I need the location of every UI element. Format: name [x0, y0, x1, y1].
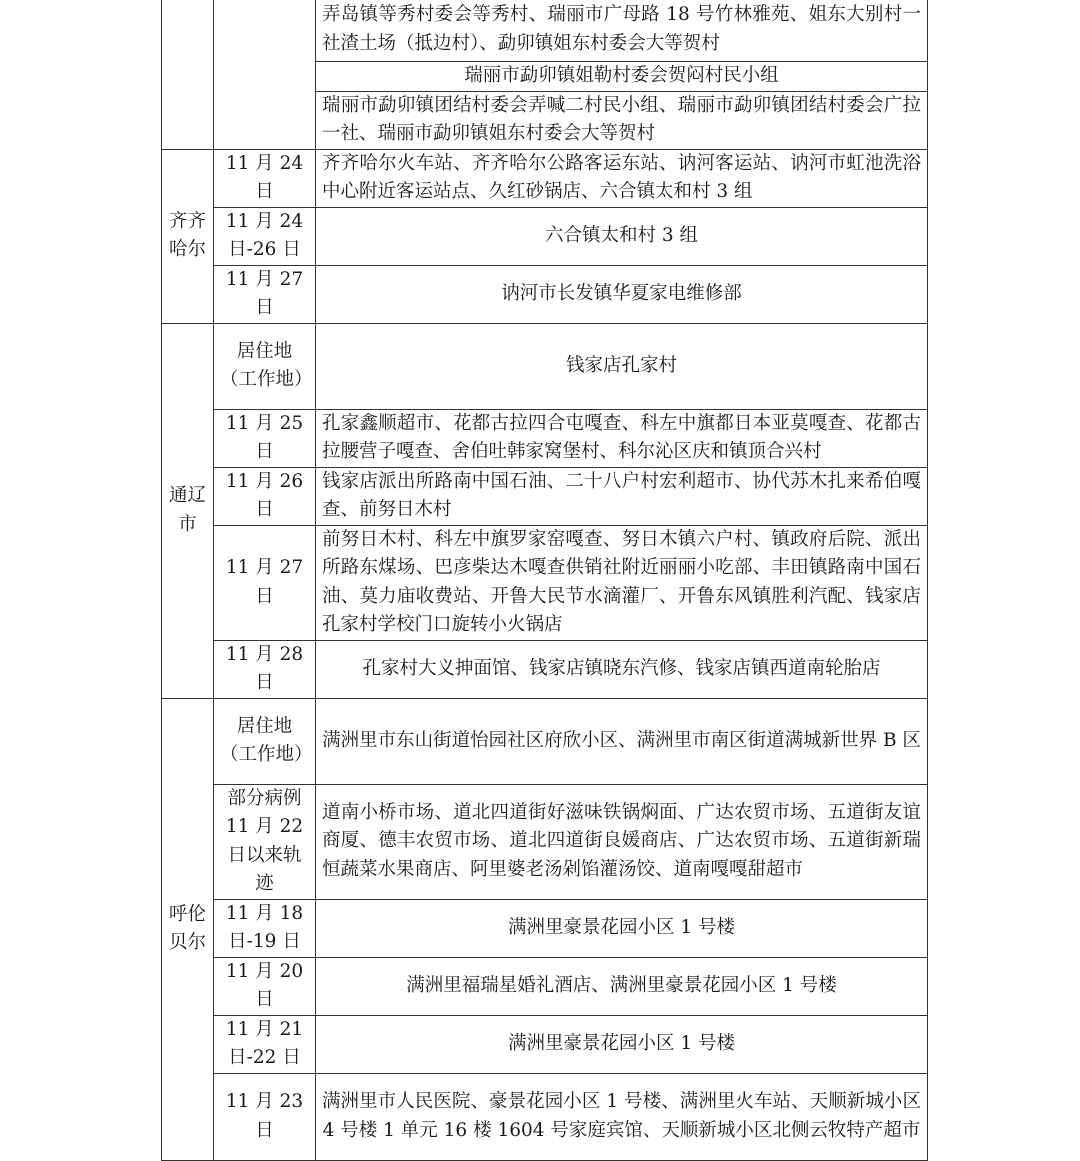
table-row	[162, 784, 928, 899]
table-row	[162, 149, 928, 207]
table-row	[162, 1073, 928, 1160]
date-cell: 11 月 20 日	[214, 957, 316, 1015]
date-cell	[214, 0, 316, 149]
place-cell: 齐齐哈尔火车站、齐齐哈尔公路客运东站、讷河客运站、讷河市虹池洗浴中心附近客运站点、久红砂锅店、六合镇太和村 3 组	[316, 149, 928, 207]
place-cell: 满洲里福瑞星婚礼酒店、满洲里豪景花园小区 1 号楼	[316, 957, 928, 1015]
date-cell: 11 月 21 日-22 日	[214, 1015, 316, 1073]
place-cell: 孔家鑫顺超市、花都古拉四合屯嘎查、科左中旗都日本亚莫嘎查、花都古拉腰营子嘎查、舍伯吐韩家窝堡村、科尔沁区庆和镇顶合兴村	[316, 409, 928, 467]
place-cell: 瑞丽市勐卯镇团结村委会弄喊二村民小组、瑞丽市勐卯镇团结村委会广拉一社、瑞丽市勐卯镇姐东村委会大等贺村	[316, 91, 928, 149]
date-cell: 居住地（工作地）	[214, 323, 316, 409]
place-cell: 满洲里市东山街道怡园社区府欣小区、满洲里市南区街道满城新世界 B 区	[316, 698, 928, 784]
table-row	[162, 899, 928, 957]
table-row	[162, 265, 928, 323]
table-row	[162, 207, 928, 265]
place-cell: 讷河市长发镇华夏家电维修部	[316, 265, 928, 323]
place-cell: 道南小桥市场、道北四道街好滋味铁锅焖面、广达农贸市场、五道街友谊商厦、德丰农贸市场、道北四道街良媛商店、广达农贸市场、五道街新瑞恒蔬菜水果商店、阿里婆老汤剁馅灌汤饺、道南嘎嘎甜超市	[316, 784, 928, 899]
place-cell: 满洲里豪景花园小区 1 号楼	[316, 1015, 928, 1073]
region-cell: 通辽市	[162, 323, 214, 698]
region-cell: 齐齐哈尔	[162, 149, 214, 323]
date-cell: 11 月 27 日	[214, 265, 316, 323]
table-row	[162, 467, 928, 525]
date-cell: 11 月 25 日	[214, 409, 316, 467]
date-cell: 11 月 24 日	[214, 149, 316, 207]
date-cell: 11 月 18 日-19 日	[214, 899, 316, 957]
date-cell: 部分病例 11 月 22 日以来轨迹	[214, 784, 316, 899]
date-cell: 11 月 24 日-26 日	[214, 207, 316, 265]
table-row	[162, 323, 928, 409]
date-cell: 11 月 26 日	[214, 467, 316, 525]
place-cell: 满洲里市人民医院、豪景花园小区 1 号楼、满洲里火车站、天顺新城小区 4 号楼 1 单元 16 楼 1604 号家庭宾馆、天顺新城小区北侧云牧特产超市	[316, 1073, 928, 1160]
table-row	[162, 0, 928, 62]
place-cell: 瑞丽市勐卯镇姐勒村委会贺闷村民小组	[316, 62, 928, 92]
place-cell: 钱家店派出所路南中国石油、二十八户村宏利超市、协代苏木扎来希伯嘎查、前努日木村	[316, 467, 928, 525]
table-row	[162, 1015, 928, 1073]
place-cell: 钱家店孔家村	[316, 323, 928, 409]
region-cell	[162, 0, 214, 149]
date-cell: 11 月 27 日	[214, 525, 316, 640]
table-row	[162, 698, 928, 784]
table-row	[162, 409, 928, 467]
date-cell: 11 月 28 日	[214, 640, 316, 698]
itinerary-table	[161, 0, 928, 1161]
place-cell: 前努日木村、科左中旗罗家窑嘎查、努日木镇六户村、镇政府后院、派出所路东煤场、巴彦柴达木嘎查供销社附近丽丽小吃部、丰田镇路南中国石油、莫力庙收费站、开鲁大民节水滴灌厂、开鲁东风镇胜利汽配、钱家店孔家村学校门口旋转小火锅店	[316, 525, 928, 640]
region-cell: 呼伦贝尔	[162, 698, 214, 1160]
place-cell: 弄岛镇等秀村委会等秀村、瑞丽市广母路 18 号竹林雅苑、姐东大别村一社渣土场（抵边村）、勐卯镇姐东村委会大等贺村	[316, 0, 928, 62]
place-cell: 孔家村大义抻面馆、钱家店镇晓东汽修、钱家店镇西道南轮胎店	[316, 640, 928, 698]
date-cell: 11 月 23 日	[214, 1073, 316, 1160]
date-cell: 居住地（工作地）	[214, 698, 316, 784]
table-row	[162, 957, 928, 1015]
place-cell: 满洲里豪景花园小区 1 号楼	[316, 899, 928, 957]
table-row	[162, 525, 928, 640]
table-row	[162, 640, 928, 698]
place-cell: 六合镇太和村 3 组	[316, 207, 928, 265]
